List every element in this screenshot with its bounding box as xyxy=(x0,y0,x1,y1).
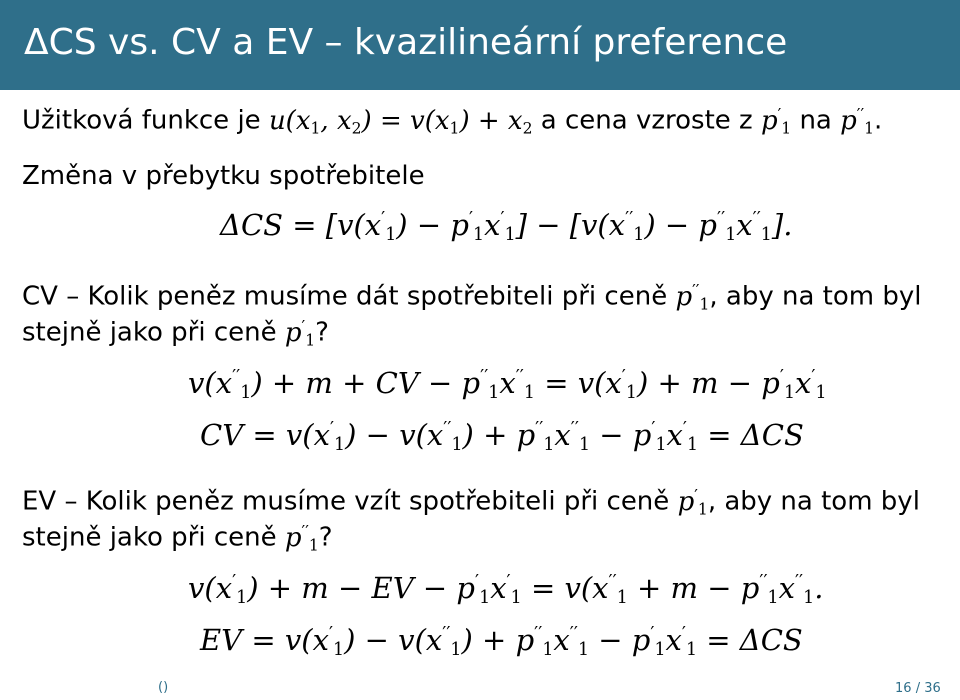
slide-title: ΔCS vs. CV a EV – kvazilineární preference xyxy=(24,22,788,63)
page-total: 36 xyxy=(924,681,941,696)
ev-line-1 xyxy=(22,487,920,518)
cv-text-2: , aby na tom byl xyxy=(709,281,922,312)
footer-left: () xyxy=(158,680,169,695)
cv-price-new: p′′1 xyxy=(675,280,710,314)
cv-text-3: stejně jako při ceně xyxy=(22,317,277,348)
utility-line: Užitková funkce je u(x1, x2) = v(x1) + x2 a cena vzroste z p′1 na p′′1. xyxy=(22,104,883,138)
utility-intro: Užitková funkce je xyxy=(22,105,261,136)
utility-formula: u(x1, x2) = v(x1) + x2 xyxy=(268,105,533,138)
ev-line-2: stejně jako při ceně p′′1? xyxy=(22,521,333,555)
ev-price-new: p′′1 xyxy=(284,521,319,555)
cv-text-1: CV – Kolik peněz musíme dát spotřebiteli při ceně xyxy=(22,281,668,312)
ev-text-2: , aby na tom byl xyxy=(707,486,920,517)
utility-tail: a cena vzroste z xyxy=(540,105,753,136)
ev-equation-1: v(x′1) + m − EV − p′1x′1 = v(x′′1 + m − p′′1x′′1. xyxy=(188,570,824,608)
price-old: p′1 xyxy=(760,104,792,138)
ev-equation-2: EV = v(x′1) − v(x′′1) + p′′1x′′1 − p′1x′1 = ΔCS xyxy=(200,622,803,660)
surplus-heading: Změna v přebytku spotřebitele xyxy=(22,161,425,191)
ev-text-1: EV – Kolik peněz musíme vzít spotřebiteli při ceně xyxy=(22,486,670,517)
ev-text-3: stejně jako při ceně xyxy=(22,522,277,553)
cv-equation-2: CV = v(x′1) − v(x′′1) + p′′1x′′1 − p′1x′1 = ΔCS xyxy=(200,417,804,455)
title-bar xyxy=(0,0,960,90)
utility-na: na xyxy=(799,105,832,136)
page-number: 16 xyxy=(895,681,912,696)
cv-line-1 xyxy=(22,282,921,313)
cv-line-2: stejně jako při ceně p′1? xyxy=(22,316,329,350)
delta-cs-equation: ΔCS = [v(x′1) − p′1x′1] − [v(x′′1) − p′′1x′′1]. xyxy=(220,207,793,245)
page-separator: / xyxy=(915,681,921,696)
cv-price-old: p′1 xyxy=(284,316,316,350)
ev-price-old: p′1 xyxy=(677,485,708,519)
cv-equation-1: v(x′′1) + m + CV − p′′1x′′1 = v(x′1) + m − p′1x′1 xyxy=(188,365,827,403)
price-new: p′′1 xyxy=(840,104,875,138)
page-counter xyxy=(895,681,941,696)
